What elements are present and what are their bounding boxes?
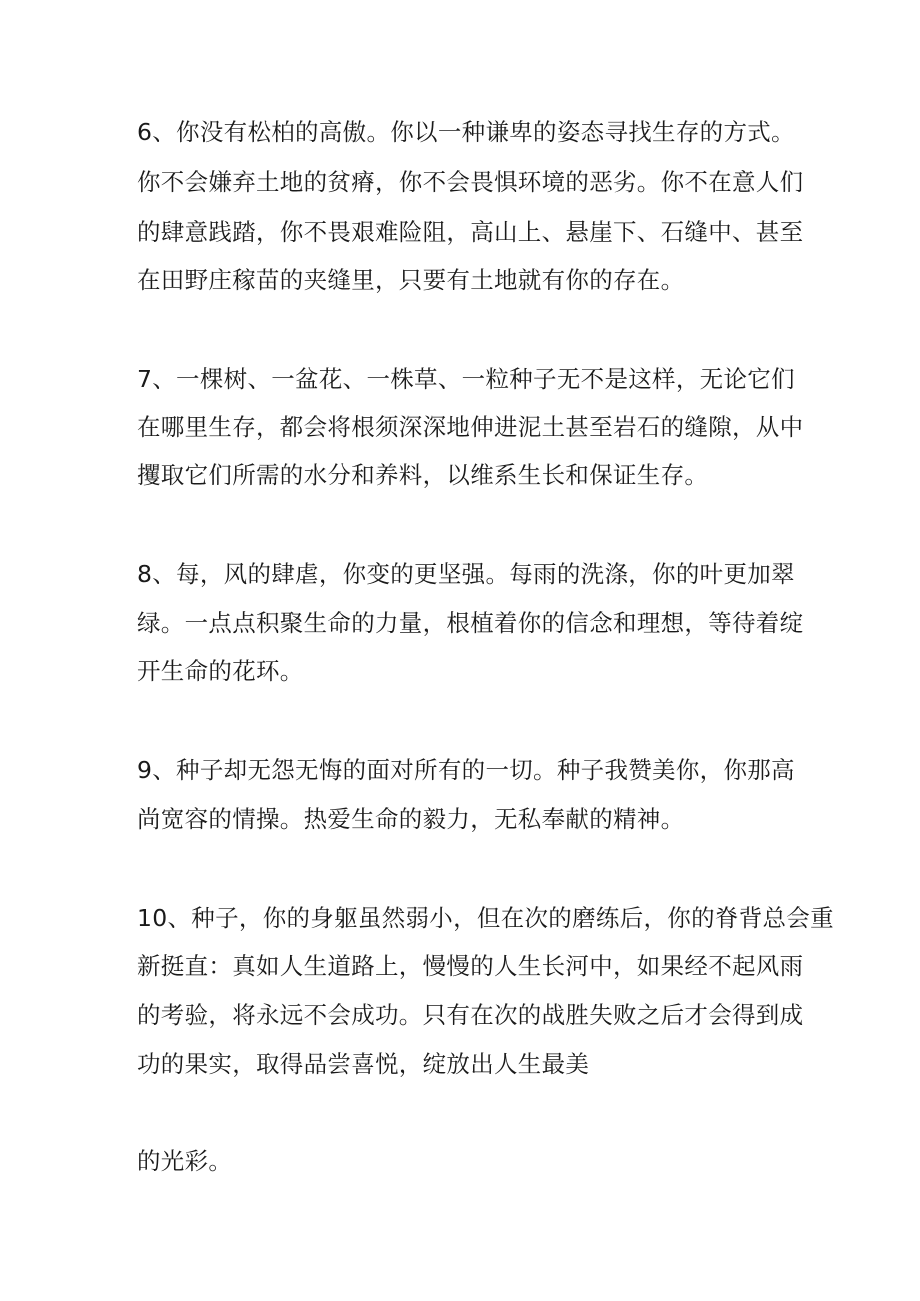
paragraph-6-line-2: 你不会嫌弃土地的贫瘠，你不会畏惧环境的恶劣。你不在意人们	[137, 168, 804, 196]
paragraph-7-line-1: 7、一棵树、一盆花、一株草、一粒种子无不是这样，无论它们	[137, 365, 795, 393]
paragraph-8-line-3: 开生命的花环。	[137, 657, 304, 685]
paragraph-10-line-2: 新挺直：真如人生道路上，慢慢的人生长河中，如果经不起风雨	[137, 952, 804, 980]
paragraph-10-line-1: 10、种子，你的身躯虽然弱小，但在次的磨练后，你的脊背总会重	[137, 904, 834, 932]
paragraph-10-line-3: 的考验，将永远不会成功。只有在次的战胜失败之后才会得到成	[137, 1001, 804, 1029]
paragraph-7-line-2: 在哪里生存，都会将根须深深地伸进泥土甚至岩石的缝隙，从中	[137, 413, 804, 441]
paragraph-6-line-4: 在田野庄稼苗的夹缝里，只要有土地就有你的存在。	[137, 266, 685, 294]
paragraph-10-continuation: 的光彩。	[137, 1147, 233, 1175]
paragraph-7-line-3: 攫取它们所需的水分和养料，以维系生长和保证生存。	[137, 461, 709, 489]
paragraph-10-line-4: 功的果实，取得品尝喜悦，绽放出人生最美	[137, 1050, 590, 1078]
paragraph-9-line-2: 尚宽容的情操。热爱生命的毅力，无私奉献的精神。	[137, 805, 685, 833]
paragraph-9-line-1: 9、种子却无怨无悔的面对所有的一切。种子我赞美你，你那高	[137, 756, 795, 784]
paragraph-8-line-2: 绿。一点点积聚生命的力量，根植着你的信念和理想，等待着绽	[137, 609, 804, 637]
paragraph-8-line-1: 8、每，风的肆虐，你变的更坚强。每雨的洗涤，你的叶更加翠	[137, 560, 795, 588]
paragraph-6-line-3: 的肆意践踏，你不畏艰难险阻，高山上、悬崖下、石缝中、甚至	[137, 218, 804, 246]
paragraph-6-line-1: 6、你没有松柏的高傲。你以一种谦卑的姿态寻找生存的方式。	[137, 118, 795, 146]
